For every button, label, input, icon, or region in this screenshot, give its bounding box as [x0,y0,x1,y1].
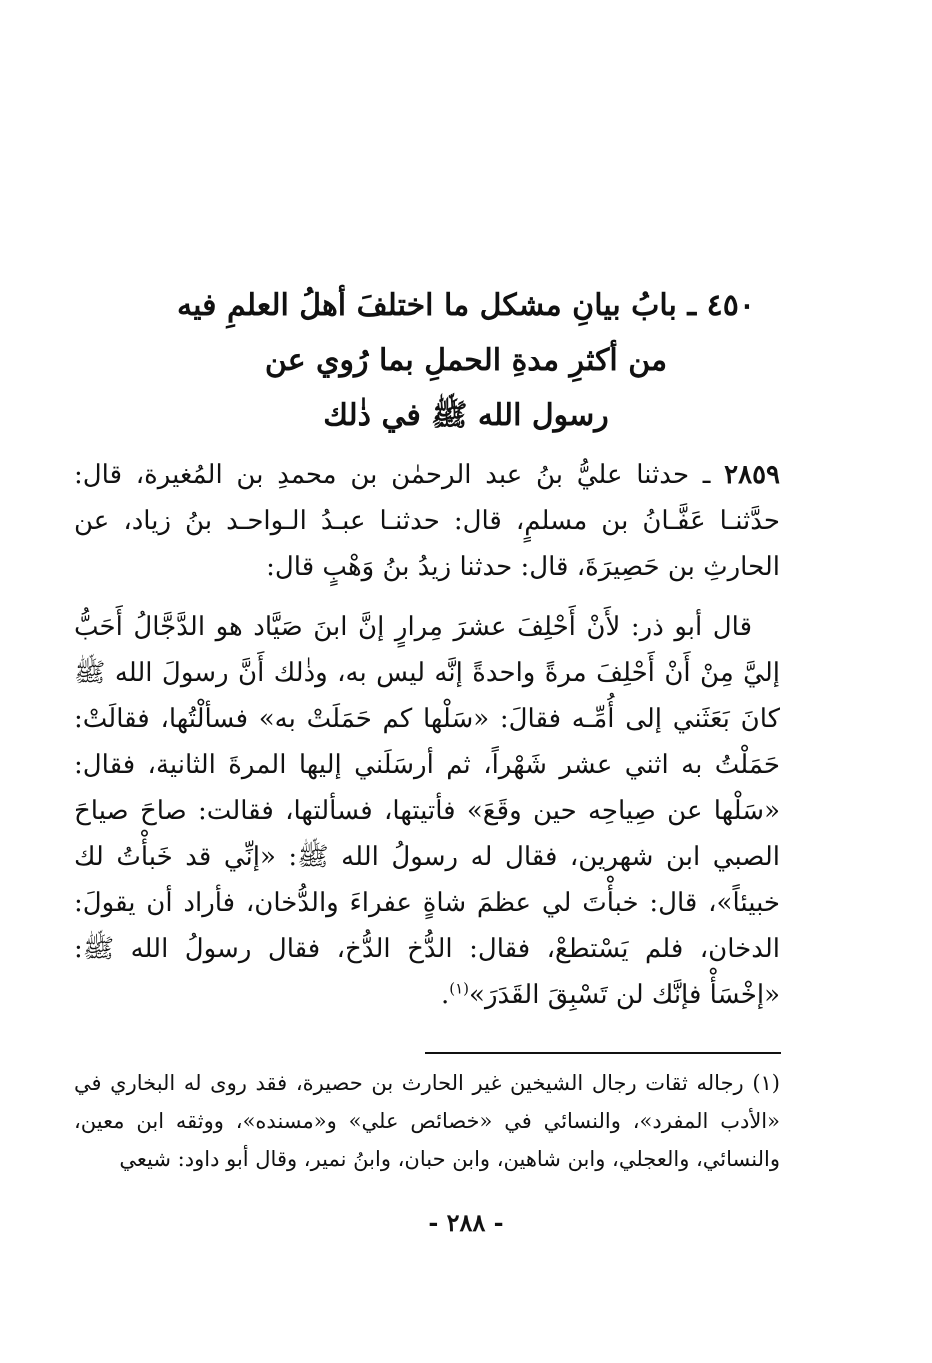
footnote-text: (١) رجاله ثقات رجال الشيخين غير الحارث بن حصيرة، فقد روى له البخاري في «الأدب المفرد»، والنسائي في «خصائص علي» و«مسنده»، ووثقه ابن معين، والنسائي، والعجلي، وابن شاهين، وابن حبان، وابنُ نمير، وقال أبو داود: شيعي [74,1071,780,1171]
hadith-end-mark: . [440,980,450,1010]
page-number: - ٢٨٨ - [428,1208,504,1237]
chapter-title-line-1: ٤٥٠ ـ بابُ بيانِ مشكل ما اختلفَ أهلُ العلمِ فيه [177,288,755,323]
hadith-matn-paragraph [74,604,780,1018]
chapter-heading [120,278,812,443]
footnote-reference: (١) [449,979,470,998]
footnote-divider [425,1052,781,1054]
hadith-number: ٢٨٥٩ [724,460,780,490]
hadith-isnad-text: ـ حدثنا عليُّ بنُ عبد الرحمٰن بن محمدِ بن المُغيرة، قال: حدَّثنـا عَفَّـانُ بن مسلمٍ، قال: حدثنـا عبـدُ الـواحـد بنُ زياد، عن الحارثِ بن حَصِيرَةَ، قال: حدثنا زيدُ بنُ وَهْبٍ قال: [74,460,780,582]
chapter-title-line-2: من أكثرِ مدةِ الحملِ بما رُوي عن [264,343,668,378]
chapter-title-line-3: رسول الله ﷺ في ذٰلك [323,398,609,433]
hadith-matn-text: قال أبو ذر: لأَنْ أَحْلِفَ عشرَ مِرارٍ إنَّ ابنَ صَيَّاد هو الدَّجَّالُ أَحَبُّ إليَّ مِنْ أَنْ أَحْلِفَ مرةً واحدةً إنَّه ليس به، وذٰلك أَنَّ رسولَ الله ﷺ كانَ بَعَثَني إلى أُمِّـه فقالَ: «سَلْها كم حَمَلَتْ به» فسألْتُها، فقالَتْ: حَمَلْتُ به اثني عشر شَهْراً، ثم أرسَلَني إليها المرةَ الثانية، فقال: «سَلْها عن صِياحِه حين وقَعَ» فأتيتها، فسألتها، فقالت: صاحَ صياحَ الصبي ابن شهرين، فقال له رسولُ الله ﷺ: «إنِّي قد خَبأْتُ لك خبيئاً»، قال: خبأْتَ لي عظمَ شاةٍ عفراءَ والدُّخان، فأراد أن يقولَ: الدخان، فلم يَسْتطعْ، فقال: الدُّخ الدُّخ، فقال رسولُ الله ﷺ: «إخْسَأْ فإنَّك لن تَسْبِقَ القَدَرَ» [74,612,780,1010]
hadith-isnad-paragraph [74,452,780,590]
footnote [74,1064,780,1178]
